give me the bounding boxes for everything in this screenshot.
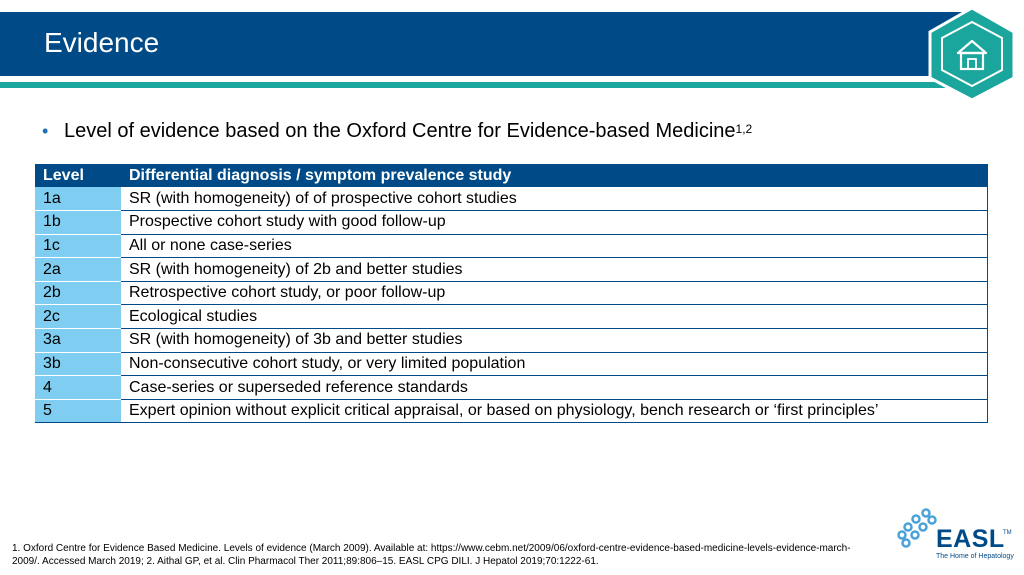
description-cell: Case-series or superseded reference standards bbox=[121, 376, 988, 400]
evidence-table bbox=[35, 164, 988, 423]
description-cell: Ecological studies bbox=[121, 305, 988, 329]
table-row bbox=[35, 211, 988, 235]
bullet-superscript: 1,2 bbox=[735, 122, 753, 136]
description-cell: Prospective cohort study with good follow-up bbox=[121, 211, 988, 235]
description-cell: All or none case-series bbox=[121, 234, 988, 258]
bullet-dot-icon: • bbox=[42, 121, 49, 141]
page-title: Evidence bbox=[44, 27, 160, 58]
level-cell: 2c bbox=[35, 305, 121, 329]
description-cell: SR (with homogeneity) of of prospective cohort studies bbox=[121, 187, 988, 211]
level-cell: 1b bbox=[35, 211, 121, 235]
home-icon[interactable] bbox=[928, 6, 1016, 102]
references-footnote: 1. Oxford Centre for Evidence Based Medicine. Levels of evidence (March 2009). Available at: https://www.cebm.net/2009/06/oxford-centre-evidence-based-medicine-levels-evidence-march-2009/. Accessed March 2019; 2. Aithal GP, et al. Clin Pharmacol Ther 2011;89:806–15. EASL CPG DILI. J Hepatol 2019;70:1222-61. bbox=[12, 543, 851, 567]
level-cell: 3a bbox=[35, 329, 121, 353]
level-cell: 4 bbox=[35, 376, 121, 400]
bullet-point bbox=[42, 118, 752, 144]
column-header-description: Differential diagnosis / symptom prevalence study bbox=[121, 164, 988, 187]
level-cell: 2b bbox=[35, 281, 121, 305]
table-header-row bbox=[35, 164, 988, 187]
description-cell: SR (with homogeneity) of 3b and better studies bbox=[121, 329, 988, 353]
level-cell: 3b bbox=[35, 352, 121, 376]
level-cell: 5 bbox=[35, 399, 121, 423]
level-cell: 1c bbox=[35, 234, 121, 258]
description-cell: Expert opinion without explicit critical appraisal, or based on physiology, bench research or ‘first principles’ bbox=[121, 399, 988, 423]
description-cell: SR (with homogeneity) of 2b and better studies bbox=[121, 258, 988, 282]
table-row bbox=[35, 187, 988, 211]
table-row bbox=[35, 329, 988, 353]
logo-trademark: TM bbox=[1003, 530, 1012, 536]
table-row bbox=[35, 376, 988, 400]
table-row bbox=[35, 281, 988, 305]
description-cell: Retrospective cohort study, or poor follow-up bbox=[121, 281, 988, 305]
level-cell: 2a bbox=[35, 258, 121, 282]
table-row bbox=[35, 399, 988, 423]
table-row bbox=[35, 234, 988, 258]
logo-wordmark: EASL bbox=[936, 525, 1005, 553]
table-row bbox=[35, 258, 988, 282]
table-row bbox=[35, 352, 988, 376]
bullet-text: Level of evidence based on the Oxford Centre for Evidence-based Medicine bbox=[64, 120, 736, 142]
logo-tagline: The Home of Hepatology bbox=[936, 553, 1014, 560]
column-header-level: Level bbox=[35, 164, 121, 187]
table-row bbox=[35, 305, 988, 329]
level-cell: 1a bbox=[35, 187, 121, 211]
accent-divider bbox=[0, 82, 945, 88]
description-cell: Non-consecutive cohort study, or very limited population bbox=[121, 352, 988, 376]
